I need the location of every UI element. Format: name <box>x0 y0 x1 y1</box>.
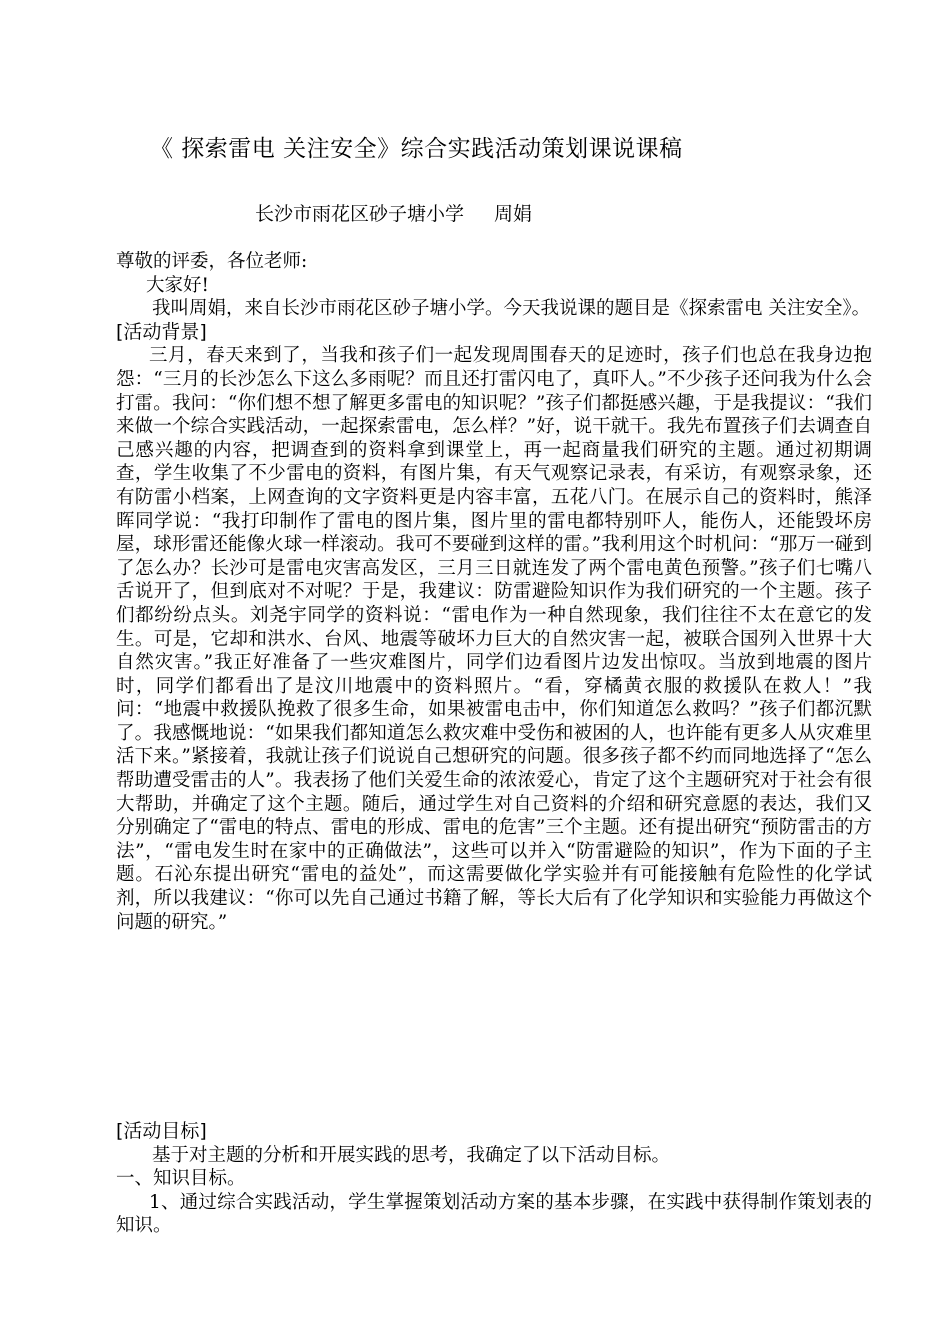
background-paragraph: 三月，春天来到了，当我和孩子们一起发现周围春天的足迹时，孩子们也总在我身边抱怨：“三月的长沙怎么下这么多雨呢？而且还打雷闪电了，真吓人。”不少孩子还问我为什么会打雷。我问：“你们想不想了解更多雷电的知识呢？”孩子们都挺感兴趣，于是我提议：“我们来做一个综合实践活动，一起探索雷电，怎么样？”好，说干就干。我先布置孩子们去调查自己感兴趣的内容，把调查到的资料拿到课堂上，再一起商量我们研究的主题。通过初期调查，学生收集了不少雷电的资料，有图片集，有天气观察记录表，有采访，有观察录象，还有防雷小档案，上网查询的文字资料更是内容丰富，五花八门。在展示自己的资料时，熊泽晖同学说：“我打印制作了雷电的图片集，图片里的雷电都特别吓人，能伤人，还能毁坏房屋，球形雷还能像火球一样滚动。我可不要碰到这样的雷。”我利用这个时机问：“那万一碰到了怎么办？长沙可是雷电灾害高发区，三月三日就连发了两个雷电黄色预警。”孩子们七嘴八舌说开了，但到底对不对呢？于是，我建议：防雷避险知识作为我们研究的一个主题。孩子们都纷纷点头。刘尧宇同学的资料说：“雷电作为一种自然现象，我们往往不太在意它的发生。可是，它却和洪水、台风、地震等破坏力巨大的自然灾害一起，被联合国列入世界十大自然灾害。”我正好准备了一些灾难图片，同学们边看图片边发出惊叹。当放到地震的图片时，同学们都看出了是汶川地震中的资料照片。“看，穿橘黄衣服的救援队在救人！”我问：“地震中救援队挽救了很多生命，如果被雷电击中，你们知道怎么救吗？”孩子们都沉默了。我感慨地说：“如果我们都知道怎么救灾难中受伤和被困的人，也许能有更多人从灾难里活下来。”紧接着，我就让孩子们说说自己想研究的问题。很多孩子都不约而同地选择了“怎么帮助遭受雷击的人”。我表扬了他们关爱生命的浓浓爱心，肯定了这个主题研究对于社会有很大帮助，并确定了这个主题。随后，通过学生对自己资料的介绍和研究意愿的表达，我们又分别确定了“雷电的特点、雷电的形成、雷电的危害”三个主题。还有提出研究“预防雷击的方法”，“雷电发生时在家中的正确做法”，这些可以并入“防雷避险的知识”，作为下面的子主题。石沁东提出研究“雷电的益处”，而这需要做化学实验并有可能接触有危险性的化学试剂，所以我建议：“你可以先自己通过书籍了解，等长大后有了化学知识和实验能力再做这个问题的研究。” <box>116 345 872 933</box>
author-name: 周娟 <box>494 203 533 225</box>
greeting: 大家好! <box>146 274 209 296</box>
document-body <box>116 250 872 934</box>
author-line <box>255 199 532 226</box>
document-title: 《 探索雷电 关注安全》综合实践活动策划课说课稿 <box>150 136 683 162</box>
section-heading-goals: [活动目标] <box>116 1120 207 1142</box>
intro-paragraph: 我叫周娟，来自长沙市雨花区砂子塘小学。今天我说课的题目是《探索雷电 关注安全》。 <box>152 298 871 320</box>
salutation: 尊敬的评委，各位老师: <box>116 251 308 272</box>
author-school: 长沙市雨花区砂子塘小学 <box>255 203 465 225</box>
goals-subheading: 一、知识目标。 <box>116 1168 246 1190</box>
section-heading-background: [活动背景] <box>116 320 207 343</box>
goals-item-1: 1、通过综合实践活动，学生掌握策划活动方案的基本步骤，在实践中获得制作策划表的知识。 <box>116 1191 872 1237</box>
goals-section <box>116 1120 872 1238</box>
goals-intro: 基于对主题的分析和开展实践的思考，我确定了以下活动目标。 <box>152 1144 671 1166</box>
